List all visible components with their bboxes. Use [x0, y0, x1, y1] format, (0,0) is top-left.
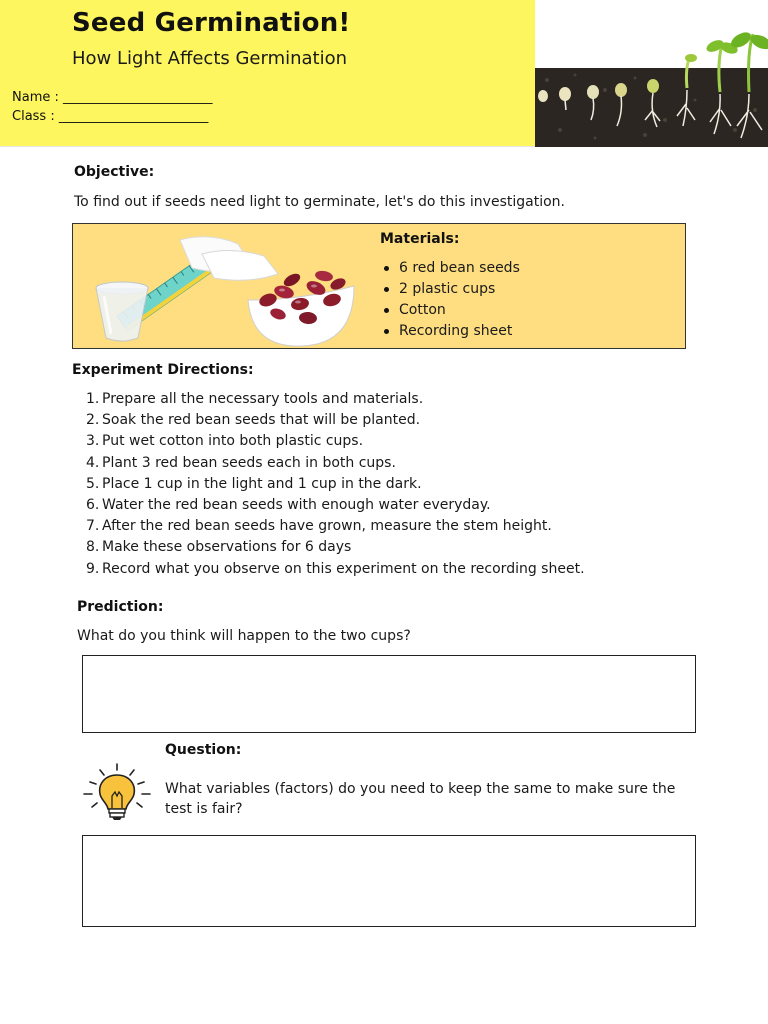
lightbulb-icon — [80, 762, 154, 822]
step-number: 9. — [86, 560, 100, 577]
materials-heading: Materials: — [380, 231, 460, 247]
step-text: Place 1 cup in the light and 1 cup in the dark. — [102, 475, 422, 492]
bean-bowl-icon — [248, 270, 354, 347]
question-heading: Question: — [165, 742, 242, 758]
prediction-text: What do you think will happen to the two cups? — [77, 628, 411, 644]
step-number: 2. — [86, 412, 100, 429]
step-number: 1. — [86, 391, 100, 407]
step-number: 4. — [86, 454, 100, 471]
list-item: Cotton — [381, 300, 520, 321]
step-text: After the red bean seeds have grown, measure the stem height. — [102, 518, 552, 535]
list-item — [86, 410, 585, 431]
plastic-cup-icon — [96, 282, 148, 341]
objective-text: To find out if seeds need light to germinate, let's do this investigation. — [74, 194, 565, 210]
page-title: Seed Germination! — [72, 8, 351, 38]
list-item: Recording sheet — [381, 321, 520, 342]
list-item — [86, 453, 585, 474]
list-item: 6 red bean seeds — [381, 258, 520, 279]
step-text: Put wet cotton into both plastic cups. — [102, 433, 364, 450]
class-field[interactable]: Class : _______________________ — [12, 109, 209, 124]
prediction-answer-box[interactable] — [82, 655, 696, 733]
list-item — [86, 516, 585, 537]
list-item — [86, 431, 585, 452]
step-text: Water the red bean seeds with enough water everyday. — [102, 496, 491, 513]
step-text: Record what you observe on this experiment on the recording sheet. — [102, 560, 585, 577]
step-number: 8. — [86, 539, 100, 556]
page-subtitle: How Light Affects Germination — [72, 48, 348, 69]
objective-heading: Objective: — [74, 164, 155, 180]
question-answer-box[interactable] — [82, 835, 696, 927]
materials-illustration — [92, 230, 362, 348]
step-text: Soak the red bean seeds that will be planted. — [102, 412, 421, 429]
list-item — [86, 495, 585, 516]
list-item — [86, 537, 585, 558]
step-number: 7. — [86, 518, 100, 535]
prediction-heading: Prediction: — [77, 599, 164, 615]
directions-heading: Experiment Directions: — [72, 362, 254, 378]
seedling-photo — [535, 0, 768, 147]
list-item — [86, 389, 585, 410]
list-item — [86, 559, 585, 580]
step-text: Plant 3 red bean seeds each in both cups. — [102, 454, 396, 471]
list-item — [86, 474, 585, 495]
step-number: 3. — [86, 433, 100, 450]
step-text: Prepare all the necessary tools and materials. — [102, 391, 424, 407]
directions-list — [86, 389, 585, 580]
step-number: 5. — [86, 475, 100, 492]
question-text: What variables (factors) do you need to keep the same to make sure the test is fair? — [165, 781, 676, 817]
materials-list — [381, 258, 520, 342]
step-number: 6. — [86, 496, 100, 513]
name-field[interactable]: Name : _______________________ — [12, 90, 213, 105]
list-item: 2 plastic cups — [381, 279, 520, 300]
step-text: Make these observations for 6 days — [102, 539, 352, 556]
